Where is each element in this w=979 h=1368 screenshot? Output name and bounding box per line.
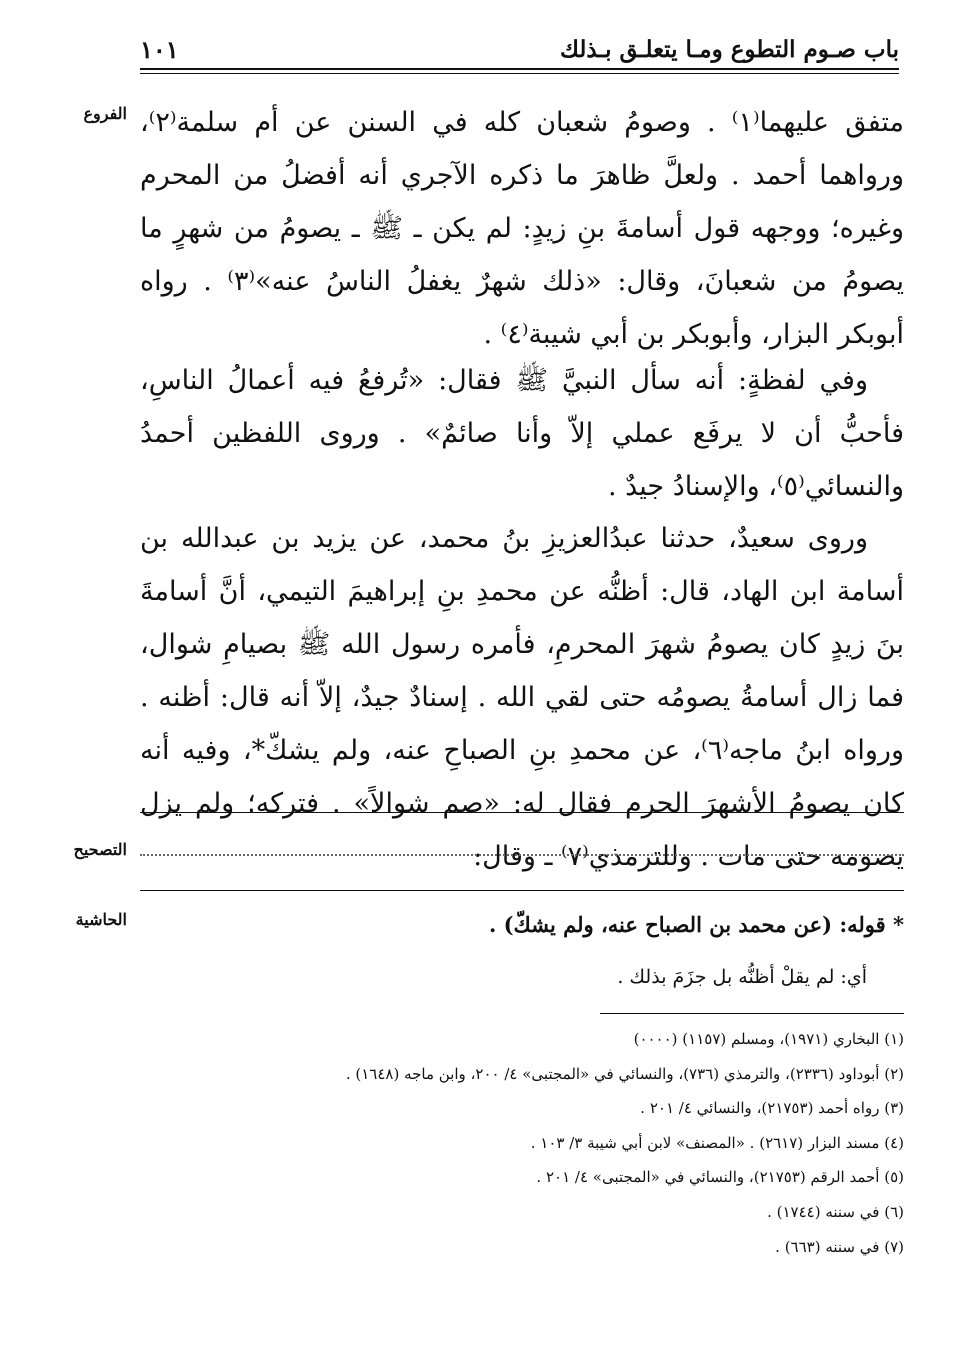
header-rule-thick [140, 68, 899, 70]
footnote-item: (٤) مسند البزار (٢٦١٧) . «المصنف» لابن أبي شيبة ٣/ ١٠٣ . [530, 1133, 904, 1152]
paragraph-3 [140, 512, 904, 883]
paragraph-3-text: وروى سعيدٌ، حدثنا عبدُالعزيزِ بنُ محمد، عن يزيد بن عبدالله بن أسامة ابن الهاد، قال: أظنُّه عن محمدِ بنِ إبراهيمَ التيمي، أنَّ أسامةَ بنَ زيدٍ كان يصومُ شهرَ المحرمِ، فأمره رسول الله ﷺ بصيامِ شوال، فما زال أسامةُ يصومُه حتى لقي الله . إسنادٌ جيدٌ، إلاّ أنه قال: أظنه . ورواه ابنُ ماجه⁽٦⁾، عن محمدِ بنِ الصباحِ عنه، ولم يشكّ*، وفيه أنه كان يصومُ الأشهرَ الحرم فقال له: «صم شوالاً» . فتركه؛ ولم يزل يصومه حتى مات . وللترمذي⁽٧⁾ ـ وقال: [140, 523, 905, 872]
footnote-item: (٣) رواه أحمد (٢١٧٥٣)، والنسائي ٤/ ٢٠١ . [640, 1099, 904, 1118]
paragraph-1-text: متفق عليهما⁽١⁾ . وصومُ شعبان كله في السنن عن أم سلمة⁽٢⁾، ورواهما أحمد . ولعلَّ ظاهرَ ما ذكره الآجري أنه أفضلُ من المحرم وغيره؛ ووجهه قول أسامةَ بنِ زيدٍ: لم يكن ـ ﷺ ـ يصومُ من شهرٍ ما يصومُ من شعبانَ، وقال: «ذلك شهرٌ يغفلُ الناسُ عنه»⁽٣⁾ . رواه أبوبكر البزار، وأبوبكر بن أبي شيبة⁽٤⁾ . [140, 107, 904, 350]
correction-dotted-line [140, 854, 904, 856]
footnotes-list [140, 1022, 904, 1264]
paragraph-2-text: وفي لفظةٍ: أنه سأل النبيَّ ﷺ فقال: «تُرفعُ فيه أعمالُ الناسِ، فأحبُّ أن لا يرفَع عملي إلاّ وأنا صائمٌ» . وروى اللفظين أحمدُ والنسائي⁽٥⁾، والإسنادُ جيدٌ . [140, 365, 904, 502]
paragraph-1 [140, 96, 904, 361]
annotation-heading: * قوله: (عن محمد بن الصباح عنه، ولم يشكّ) . [488, 912, 904, 937]
main-text-rule [140, 812, 904, 813]
footnote-item: (١) البخاري (١٩٧١)، ومسلم (١١٥٧) (٠٠٠٠) [633, 1030, 904, 1048]
paragraph-2 [140, 354, 904, 513]
running-title: باب صـوم التطوع ومـا يتعلـق بـذلك [559, 35, 899, 63]
margin-label-furu: الفروع [83, 104, 127, 123]
running-header [140, 32, 899, 66]
footnote-item: (٥) أحمد الرقم (٢١٧٥٣)، والنسائي في «المجتبى» ٤/ ٢٠١ . [536, 1168, 904, 1187]
footnote-item: (٢) أبوداود (٢٣٣٦)، والترمذي (٧٣٦)، والنسائي في «المجتبى» ٤/ ٢٠٠، وابن ماجه (١٦٤٨) . [345, 1064, 904, 1083]
margin-label-hashiya: الحاشية [75, 910, 127, 929]
page-number: ١٠١ [140, 34, 179, 64]
footnote-item: (٧) في سننه (٦٦٣) . [775, 1237, 904, 1256]
footnote-item: (٦) في سننه (١٧٤٤) . [767, 1202, 904, 1221]
annotation-rule [140, 890, 904, 891]
margin-label-tashih: التصحيح [73, 840, 127, 859]
footnote-rule [600, 1013, 904, 1014]
header-rule-thin [140, 73, 899, 74]
annotation-text: أي: لم يقلْ أظنُّه بل جزَمَ بذلك . [617, 966, 867, 988]
